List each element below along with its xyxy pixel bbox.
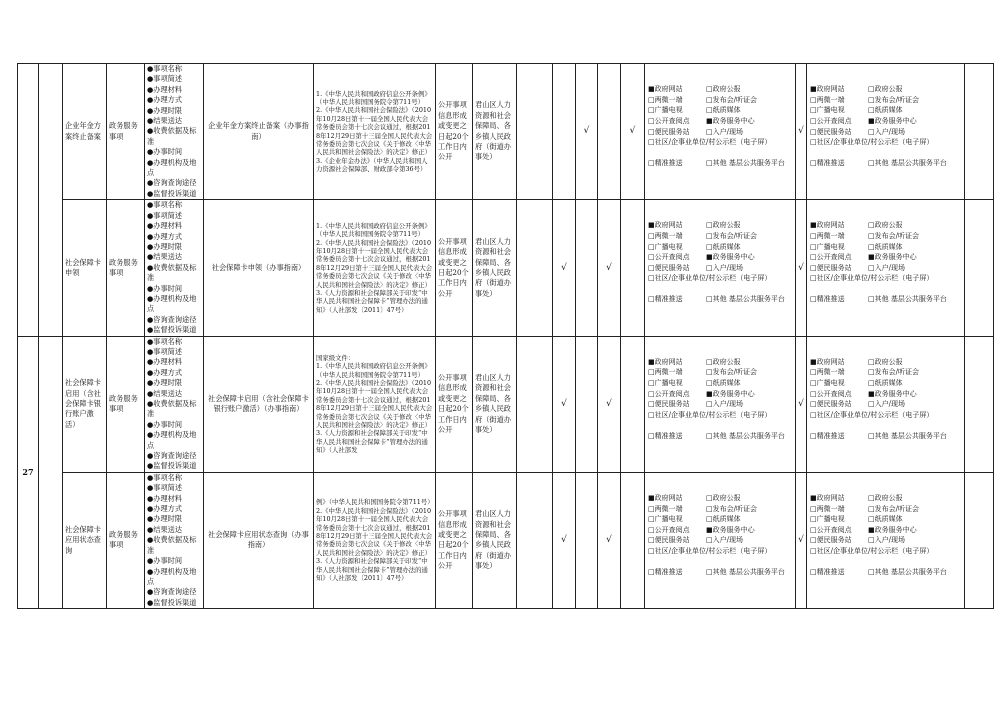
channel-line — [648, 158, 793, 179]
channel-option: □政府公报 — [706, 85, 741, 94]
channel-option: □社区/企事业单位/村公示栏（电子屏） — [810, 546, 934, 555]
disclosure-item: ●办理方式 — [147, 231, 183, 241]
channel-option: □发布会/听证会 — [706, 95, 757, 104]
channel-option: □两微一端 — [810, 504, 845, 513]
channel-option: □公开查阅点 — [810, 389, 852, 398]
disclosure-item: ●监督投诉渠道 — [147, 325, 197, 335]
disclosure-item: ●监督投诉渠道 — [147, 188, 197, 198]
channel-option: ■政务服务中心 — [706, 253, 755, 262]
channel-line — [810, 357, 962, 368]
channel-option: ■政务服务中心 — [868, 116, 917, 125]
channels-a — [645, 336, 796, 472]
disclosure-item: ●办理材料 — [147, 357, 183, 367]
item-category: 政务服务事项 — [107, 64, 145, 200]
disclosure-item: ●办理材料 — [147, 493, 183, 503]
channel-option: ■政务服务中心 — [706, 116, 755, 125]
channels-b — [807, 200, 965, 336]
disclosure-item: ●结果送达 — [147, 252, 183, 262]
disclosure-basis: 社会保障卡应用状态查询（办事指南） — [204, 472, 314, 608]
channel-line — [648, 378, 793, 389]
channel-option: □发布会/听证会 — [706, 504, 757, 513]
legal-basis-line: 例》（中华人民共和国国务院令第711号） — [316, 498, 434, 507]
disclosure-basis: 社会保障卡申领（办事指南） — [204, 200, 314, 336]
check-cell: √ — [553, 336, 576, 472]
channels-b — [807, 64, 965, 200]
disclosure-item: ●办理机构及地点 — [147, 430, 197, 450]
disclosure-basis: 社会保障卡启用（含社会保障卡银行账户激活）（办事指南） — [204, 336, 314, 472]
legal-basis-line: 3.《人力资源和社会保障部关于印发“中华人民共和国社会保障卡”管理办法的通知》（人社部发〔2011〕47号） — [316, 557, 428, 583]
channel-option: □广播电视 — [810, 106, 845, 115]
channel-line — [810, 105, 962, 116]
group-number: 27 — [18, 336, 39, 609]
disclosure-item: ●收费依据及标准 — [147, 262, 197, 283]
channel-option: □纸质媒体 — [868, 106, 903, 115]
legal-basis-line: 1.《中华人民共和国政府信息公开条例》（中华人民共和国国务院令第711号） — [316, 221, 431, 239]
disclosure-item: ●事项名称 — [147, 200, 183, 210]
channel-option: □精准推送 — [648, 431, 683, 440]
channel-option: □政府公报 — [868, 357, 903, 366]
disclosure-item: ●收费依据及标准 — [147, 126, 197, 146]
item-name: 企业年金方案终止备案 — [63, 64, 107, 200]
channel-option: □入户/现场 — [706, 127, 743, 136]
channel-option: □纸质媒体 — [868, 242, 903, 251]
channel-line — [810, 263, 962, 274]
disclosure-item: ●事项简述 — [147, 74, 183, 84]
channel-line — [810, 242, 962, 253]
legal-basis — [314, 64, 436, 200]
disclosure-items — [145, 64, 204, 200]
channel-line — [648, 567, 793, 588]
disclosure-item: ●办事时间 — [147, 147, 183, 157]
check-cell — [598, 64, 621, 200]
channel-line — [810, 127, 962, 138]
channel-option: ■政府网站 — [648, 357, 683, 366]
disclosure-item: ●监督投诉渠道 — [147, 597, 197, 607]
disclosure-item: ●办理机构及地点 — [147, 157, 197, 178]
check-cell — [576, 336, 598, 472]
disclosure-item: ●事项简述 — [147, 483, 183, 493]
check-cell — [517, 472, 553, 608]
table-row — [18, 336, 994, 472]
channel-line — [648, 535, 793, 546]
channel-option: □社区/企事业单位/村公示栏（电子屏） — [810, 138, 934, 147]
disclosure-subject: 君山区人力资源和社会保障局、各乡镇人民政府（街道办事处） — [473, 200, 517, 336]
disclosure-subject: 君山区人力资源和社会保障局、各乡镇人民政府（街道办事处） — [473, 472, 517, 608]
disclosure-items — [145, 336, 204, 472]
disclosure-item: ●办理机构及地点 — [147, 293, 197, 314]
channel-line — [648, 116, 793, 127]
disclosure-subject: 君山区人力资源和社会保障局、各乡镇人民政府（街道办事处） — [473, 336, 517, 472]
channel-line — [648, 546, 793, 567]
channel-option: □发布会/听证会 — [868, 95, 919, 104]
channel-line — [648, 493, 793, 504]
channel-option: □发布会/听证会 — [706, 232, 757, 241]
check-cell — [553, 64, 576, 200]
disclosure-item: ●咨询查询途径 — [147, 178, 197, 188]
channel-line — [810, 389, 962, 400]
disclosure-item: ●咨询查询途径 — [147, 314, 197, 324]
channel-option: □广播电视 — [810, 242, 845, 251]
legal-basis-line: 2.《中华人民共和国社会保险法》（2010年10月28日第十一届全国人民代表大会常务委员会第十七次会议通过，根据2018年12月29日第十三届全国人民代表大会常务委员会第七次会议《关于修改〈中华人民共和国社会保险法〉的决定》修正） — [316, 106, 433, 157]
channel-option: □两微一端 — [648, 95, 683, 104]
disclosure-item: ●办事时间 — [147, 283, 183, 293]
channel-line — [648, 410, 793, 431]
channel-option: □便民服务站 — [648, 263, 690, 272]
disclosure-item: ●办理方式 — [147, 504, 183, 514]
channel-line — [648, 431, 793, 452]
channel-option: ■政务服务中心 — [868, 253, 917, 262]
disclosure-item: ●办理时限 — [147, 514, 183, 524]
channel-option: □两微一端 — [810, 95, 845, 104]
channel-option: □其他 基层公共服务平台 — [868, 295, 947, 304]
channel-line — [810, 567, 962, 588]
channel-line — [810, 367, 962, 378]
disclosure-item: ●收费依据及标准 — [147, 399, 197, 419]
channel-option: □公开查阅点 — [810, 116, 852, 125]
check-cell — [621, 200, 645, 336]
channel-option: □精准推送 — [810, 431, 845, 440]
channel-option: □两微一端 — [810, 368, 845, 377]
channel-line — [648, 357, 793, 368]
disclosure-item: ●办理材料 — [147, 221, 183, 231]
disclosure-item: ●办理时限 — [147, 105, 183, 115]
legal-basis-line: 2.《中华人民共和国社会保险法》（2010年10月28日第十一届全国人民代表大会常务委员会第十七次会议通过，根据2018年12月29日第十三届全国人民代表大会常务委员会第七次会议《关于修改〈中华人民共和国社会保险法〉的决定》修正） — [316, 238, 433, 289]
disclosure-item: ●事项简述 — [147, 346, 183, 356]
disclosure-item: ●事项名称 — [147, 472, 183, 482]
check-cell: √ — [576, 64, 598, 200]
channel-option: □公开查阅点 — [648, 116, 690, 125]
channel-option: □便民服务站 — [648, 536, 690, 545]
channel-option: □精准推送 — [810, 159, 845, 168]
channel-line — [810, 273, 962, 294]
channel-option: □便民服务站 — [810, 400, 852, 409]
disclosure-item: ●办理方式 — [147, 95, 183, 105]
blank-cell — [965, 64, 994, 200]
check-cell: √ — [796, 200, 807, 336]
disclosure-item: ●办理时限 — [147, 241, 183, 251]
channel-option: ■政务服务中心 — [868, 389, 917, 398]
legal-basis-line: 2.《中华人民共和国社会保险法》（2010年10月28日第十一届全国人民代表大会常务委员会第十七次会议通过，根据2018年12月29日第十三届全国人民代表大会常务委员会第七次会议《关于修改〈中华人民共和国社会保险法〉的决定》修正） — [316, 378, 433, 430]
channel-option: ■政府网站 — [810, 357, 845, 366]
channel-line — [810, 525, 962, 536]
check-cell — [517, 64, 553, 200]
disclosure-item: ●办事时间 — [147, 556, 183, 566]
channel-line — [810, 431, 962, 452]
channels-b — [807, 472, 965, 608]
channel-option: ■政府网站 — [810, 494, 845, 502]
channel-option: □纸质媒体 — [868, 515, 903, 524]
channel-line — [648, 84, 793, 95]
channel-option: □便民服务站 — [810, 536, 852, 545]
check-cell: √ — [598, 472, 621, 608]
channel-option: ■政务服务中心 — [868, 525, 917, 534]
channel-option: □政府公报 — [868, 221, 903, 230]
channels-b — [807, 336, 965, 472]
disclosure-item: ●办理材料 — [147, 84, 183, 94]
blank-cell — [965, 336, 994, 472]
check-cell — [621, 472, 645, 608]
channel-option: □社区/企事业单位/村公示栏（电子屏） — [648, 138, 772, 147]
disclosure-item: ●结果送达 — [147, 524, 183, 534]
channel-option: □公开查阅点 — [648, 389, 690, 398]
item-name: 社会保障卡启用（含社会保障卡银行账户激活） — [63, 336, 107, 472]
channel-line — [648, 294, 793, 315]
group-spacer — [39, 336, 63, 609]
channel-option: □政府公报 — [868, 85, 903, 94]
disclosure-subject: 君山区人力资源和社会保障局、各乡镇人民政府（街道办事处） — [473, 64, 517, 200]
channel-option: □发布会/听证会 — [868, 504, 919, 513]
channel-option: □政府公报 — [706, 357, 741, 366]
channel-line — [810, 294, 962, 315]
legal-basis — [314, 200, 436, 336]
channel-option: □纸质媒体 — [706, 378, 741, 387]
disclosure-item: ●办理时限 — [147, 378, 183, 388]
disclosure-items — [145, 472, 204, 608]
channel-line — [810, 84, 962, 95]
channel-option: ■政务服务中心 — [706, 389, 755, 398]
channel-option: □纸质媒体 — [706, 515, 741, 524]
disclosure-item: ●咨询查询途径 — [147, 587, 197, 597]
channel-option: □其他 基层公共服务平台 — [706, 567, 785, 576]
channel-option: □发布会/听证会 — [868, 368, 919, 377]
legal-basis-line: 3.《人力资源和社会保障部关于印发“中华人民共和国社会保障卡”管理办法的通知》（人社部发 — [316, 429, 428, 455]
channel-line — [648, 273, 793, 294]
channel-option: □两微一端 — [810, 232, 845, 241]
channel-option: □其他 基层公共服务平台 — [706, 431, 785, 440]
check-cell — [576, 200, 598, 336]
item-name: 社会保障卡申领 — [63, 200, 107, 336]
check-cell — [621, 336, 645, 472]
check-cell — [576, 472, 598, 608]
channel-line — [810, 514, 962, 525]
check-cell: √ — [598, 336, 621, 472]
channel-option: □发布会/听证会 — [706, 368, 757, 377]
channel-option: □精准推送 — [810, 567, 845, 576]
legal-basis-line: 1.《中华人民共和国政府信息公开条例》（中华人民共和国国务院令第711号） — [316, 89, 431, 107]
disclosure-basis: 企业年金方案终止备案（办事指南） — [204, 64, 314, 200]
channel-line — [810, 546, 962, 567]
check-cell: √ — [598, 200, 621, 336]
channel-option: □两微一端 — [648, 232, 683, 241]
legal-basis-line: 3.《人力资源和社会保障部关于印发“中华人民共和国社会保障卡”管理办法的通知》（人社部发〔2011〕47号） — [316, 288, 428, 314]
channel-line — [648, 105, 793, 116]
channel-option: □入户/现场 — [868, 127, 905, 136]
channel-option: □社区/企事业单位/村公示栏（电子屏） — [648, 274, 772, 283]
channel-option: □入户/现场 — [868, 263, 905, 272]
channel-option: □政府公报 — [868, 494, 903, 502]
channel-line — [810, 95, 962, 106]
channel-line — [648, 389, 793, 400]
channel-line — [810, 231, 962, 242]
channel-option: □广播电视 — [648, 106, 683, 115]
channel-option: □政府公报 — [706, 221, 741, 230]
channel-option: □政府公报 — [706, 494, 741, 502]
item-category: 政务服务事项 — [107, 200, 145, 336]
disclosure-timing: 公开事项信息形成或变更之日起20个工作日内公开 — [436, 472, 473, 608]
channel-line — [810, 504, 962, 515]
disclosure-timing: 公开事项信息形成或变更之日起20个工作日内公开 — [436, 336, 473, 472]
disclosure-timing: 公开事项信息形成或变更之日起20个工作日内公开 — [436, 200, 473, 336]
channel-option: □精准推送 — [648, 295, 683, 304]
disclosure-item: ●结果送达 — [147, 388, 183, 398]
channel-option: □社区/企事业单位/村公示栏（电子屏） — [810, 274, 934, 283]
disclosure-item: ●办理方式 — [147, 367, 183, 377]
disclosure-item: ●事项简述 — [147, 210, 183, 220]
channel-option: □发布会/听证会 — [868, 232, 919, 241]
disclosure-items — [145, 200, 204, 336]
disclosure-item: ●事项名称 — [147, 336, 183, 346]
channel-option: □广播电视 — [810, 378, 845, 387]
check-cell: √ — [553, 200, 576, 336]
channel-line — [648, 95, 793, 106]
channel-option: ■政府网站 — [648, 85, 683, 94]
channel-line — [648, 504, 793, 515]
channel-option: □入户/现场 — [706, 263, 743, 272]
check-cell: √ — [796, 64, 807, 200]
table-row — [18, 472, 994, 608]
legal-basis — [314, 472, 436, 608]
check-cell: √ — [621, 64, 645, 200]
channel-option: □纸质媒体 — [706, 242, 741, 251]
channel-option: □公开查阅点 — [648, 525, 690, 534]
channel-option: □入户/现场 — [868, 536, 905, 545]
channel-option: □入户/现场 — [868, 400, 905, 409]
channel-option: □入户/现场 — [706, 536, 743, 545]
channel-option: □两微一端 — [648, 504, 683, 513]
channel-line — [648, 231, 793, 242]
channel-line — [648, 367, 793, 378]
channel-line — [648, 252, 793, 263]
table-row — [18, 64, 994, 200]
channel-option: □公开查阅点 — [810, 253, 852, 262]
channel-line — [648, 137, 793, 158]
channel-option: □纸质媒体 — [868, 378, 903, 387]
check-cell: √ — [796, 472, 807, 608]
channel-option: □广播电视 — [648, 242, 683, 251]
disclosure-item: ●咨询查询途径 — [147, 451, 197, 461]
channel-line — [810, 535, 962, 546]
channel-option: □便民服务站 — [648, 400, 690, 409]
channel-option: □其他 基层公共服务平台 — [868, 567, 947, 576]
item-category: 政务服务事项 — [107, 336, 145, 472]
table-row — [18, 200, 994, 336]
channel-option: □便民服务站 — [810, 263, 852, 272]
channels-a — [645, 64, 796, 200]
channel-option: □精准推送 — [810, 295, 845, 304]
channel-line — [810, 137, 962, 158]
channel-option: □便民服务站 — [810, 127, 852, 136]
disclosure-item: ●结果送达 — [147, 116, 183, 126]
legal-basis-line: 2.《中华人民共和国社会保险法》（2010年10月28日第十一届全国人民代表大会常务委员会第十七次会议通过，根据2018年12月29日第十三届全国人民代表大会常务委员会第七次会议《关于修改〈中华人民共和国社会保险法〉的决定》修正） — [316, 506, 433, 557]
channel-line — [648, 399, 793, 410]
channel-line — [810, 493, 962, 504]
channel-option: □广播电视 — [648, 515, 683, 524]
channel-option: ■政府网站 — [648, 221, 683, 230]
disclosure-item: ●监督投诉渠道 — [147, 461, 197, 471]
legal-basis-line: 1.《中华人民共和国政府信息公开条例》（中华人民共和国国务院令第711号） — [316, 362, 431, 379]
channel-option: □公开查阅点 — [810, 525, 852, 534]
group-spacer — [39, 64, 63, 337]
channel-option: □精准推送 — [648, 159, 683, 168]
check-cell — [517, 200, 553, 336]
channel-line — [810, 399, 962, 410]
channel-option: ■政府网站 — [648, 494, 683, 502]
channel-option: ■政府网站 — [810, 85, 845, 94]
channel-option: □广播电视 — [648, 378, 683, 387]
channel-line — [648, 220, 793, 231]
disclosure-item: ●办理机构及地点 — [147, 566, 197, 586]
check-cell — [517, 336, 553, 472]
channel-option: □社区/企事业单位/村公示栏（电子屏） — [810, 410, 934, 419]
channel-option: □两微一端 — [648, 368, 683, 377]
item-name: 社会保障卡应用状态查询 — [63, 472, 107, 608]
check-cell: √ — [553, 472, 576, 608]
channel-option: □精准推送 — [648, 567, 683, 576]
channel-line — [810, 158, 962, 179]
channel-option: □公开查阅点 — [648, 253, 690, 262]
legal-basis — [314, 336, 436, 472]
channel-line — [648, 525, 793, 536]
disclosure-timing: 公开事项信息形成或变更之日起20个工作日内公开 — [436, 64, 473, 200]
channel-line — [648, 514, 793, 525]
channel-option: □其他 基层公共服务平台 — [868, 159, 947, 168]
disclosure-table — [17, 63, 973, 609]
legal-basis-line: 国家级文件： — [316, 353, 355, 362]
channels-a — [645, 472, 796, 608]
item-category: 政务服务事项 — [107, 472, 145, 608]
channels-a — [645, 200, 796, 336]
channel-option: □入户/现场 — [706, 400, 743, 409]
channel-line — [648, 127, 793, 138]
channel-option: ■政务服务中心 — [706, 525, 755, 534]
channel-option: □便民服务站 — [648, 127, 690, 136]
channel-line — [810, 410, 962, 431]
check-cell: √ — [796, 336, 807, 472]
channel-line — [810, 116, 962, 127]
channel-option: □其他 基层公共服务平台 — [706, 295, 785, 304]
blank-cell — [965, 472, 994, 608]
channel-option: □纸质媒体 — [706, 106, 741, 115]
channel-line — [810, 220, 962, 231]
channel-line — [810, 252, 962, 263]
disclosure-item: ●事项名称 — [147, 64, 183, 73]
channel-option: □社区/企事业单位/村公示栏（电子屏） — [648, 546, 772, 555]
blank-cell — [965, 200, 994, 336]
channel-option: ■政府网站 — [810, 221, 845, 230]
group-spacer — [18, 64, 39, 337]
channel-line — [648, 242, 793, 253]
channel-option: □其他 基层公共服务平台 — [706, 159, 785, 168]
channel-option: □社区/企事业单位/村公示栏（电子屏） — [648, 410, 772, 419]
legal-basis-line: 3.《企业年金办法》（中华人民共和国人力资源社会保障部、财政部令第36号） — [316, 156, 428, 174]
channel-option: □广播电视 — [810, 515, 845, 524]
disclosure-item: ●收费依据及标准 — [147, 535, 197, 555]
channel-option: □其他 基层公共服务平台 — [868, 431, 947, 440]
channel-line — [648, 263, 793, 274]
disclosure-item: ●办事时间 — [147, 419, 183, 429]
channel-line — [810, 378, 962, 389]
